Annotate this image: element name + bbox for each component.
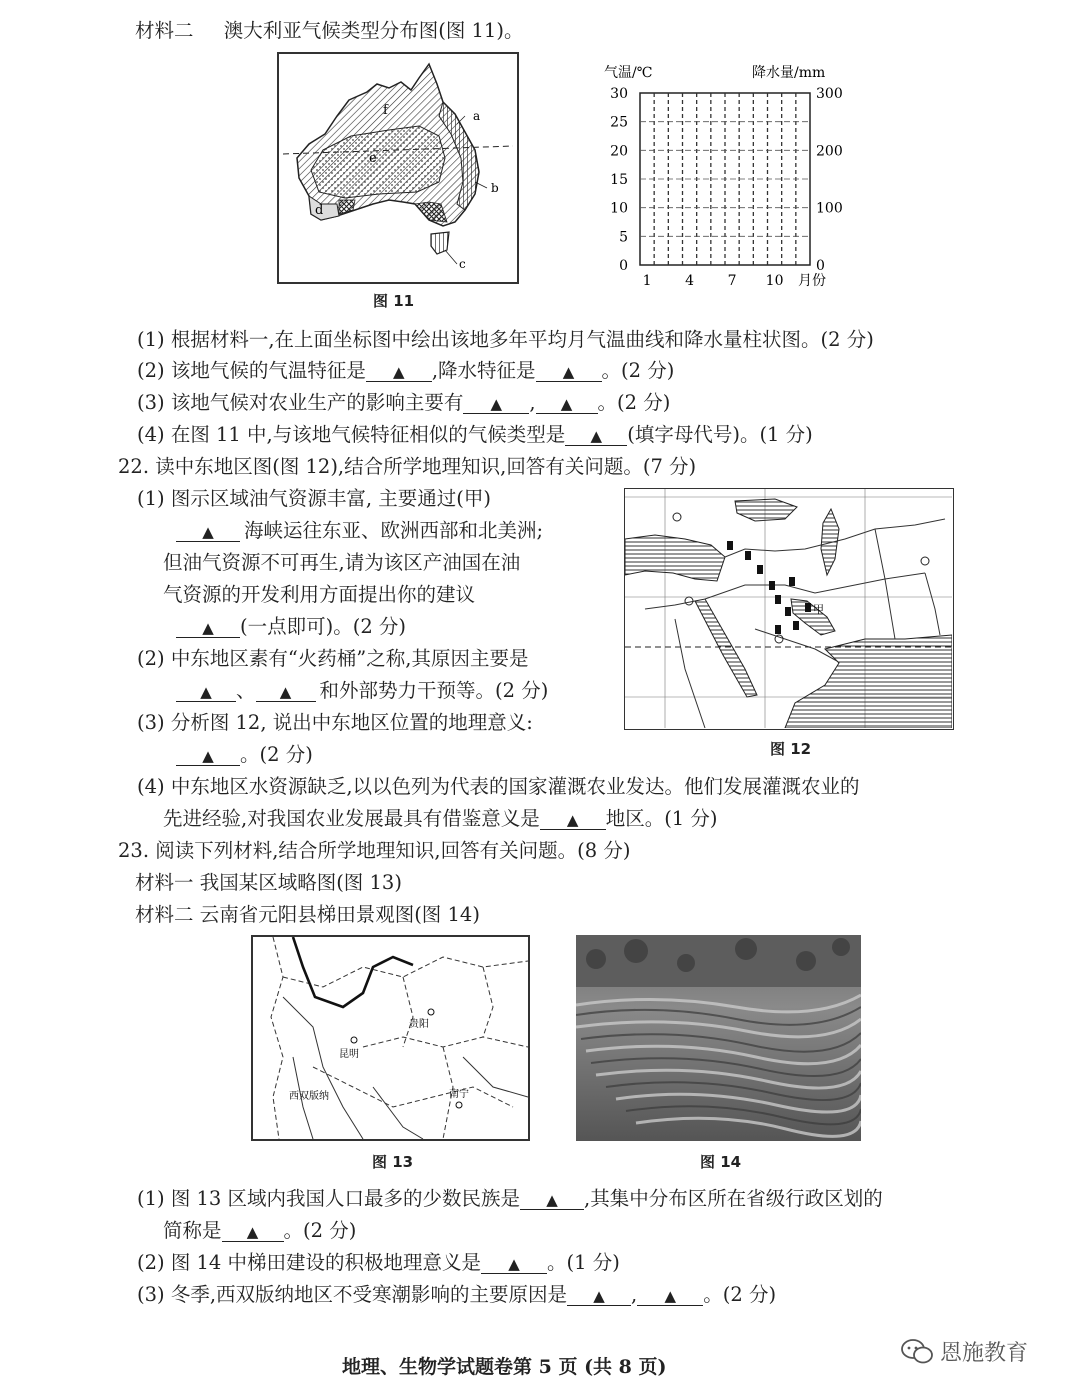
q21-blank-impact1[interactable]: ▲ [463,391,529,414]
label-e: e [369,151,377,166]
q23-blank-minority[interactable]: ▲ [520,1187,584,1210]
watermark [900,1336,1028,1367]
q22-part4-line2: 先进经验,对我国农业发展最具有借鉴意义是 ▲ 地区。(1 分) [163,807,718,830]
wechat-icon [900,1338,934,1366]
q23-part1-line1: (1) 图 13 区域内我国人口最多的少数民族是 ▲ ,其集中分布区所在省级行政区划的 [137,1187,883,1210]
y-left-tick-label: 25 [610,114,628,131]
q23-blank-abbrev[interactable]: ▲ [222,1219,284,1242]
nanning-dot [456,1102,462,1108]
label-kunming: 昆明 [339,1049,359,1060]
y-left-tick-label: 5 [619,229,628,246]
figure-13-caption: 图 13 [372,1153,414,1171]
q23-part2: (2) 图 14 中梯田建设的积极地理意义是 ▲ 。(1 分) [137,1251,620,1274]
label-f: f [383,103,388,118]
q22-part2-line1: (2) 中东地区素有“火药桶”之称,其原因主要是 [137,647,529,670]
q22-heading: 22. 读中东地区图(图 12),结合所学地理知识,回答有关问题。(7 分) [118,455,697,478]
q21-blank-precip[interactable]: ▲ [536,359,602,382]
q22-part1-line1: (1) 图示区域油气资源丰富, 主要通过(甲) [137,487,491,510]
q23-part1-line2: 简称是 ▲ 。(2 分) [163,1219,357,1242]
strait-label: 甲 [813,603,824,616]
y-right-tick-label: 100 [816,200,843,217]
kunming-dot [351,1037,357,1043]
q22-blank-reason2[interactable]: ▲ [256,679,316,702]
material-label: 材料二 [135,19,194,42]
figure-12-caption: 图 12 [770,740,812,758]
x-axis-label: 月份 [798,273,826,289]
y-left-tick-label: 10 [610,200,628,217]
figure-11-caption: 图 11 [373,292,415,310]
terrace-photo [576,935,861,1141]
y-right-tick-label: 200 [816,143,843,160]
q22-blank-suggestion[interactable]: ▲ [176,615,240,638]
x-tick-label: 4 [685,273,695,289]
q21-part1: (1) 根据材料一,在上面坐标图中绘出该地多年平均月气温曲线和降水量柱状图。(2 分) [137,328,874,351]
material-text: 澳大利亚气候类型分布图(图 11)。 [223,19,524,42]
label-b: b [491,181,499,195]
label-xishuangbanna: 西双版纳 [289,1091,329,1102]
red-sea [695,599,757,697]
middle-east-map [624,488,954,730]
y-right-axis-label: 降水量/mm [752,65,826,81]
page-footer: 地理、生物学试题卷第 5 页 (共 8 页) [342,1356,667,1378]
q22-part2-line2: ▲ 、 ▲ 和外部势力干预等。(2 分) [176,678,548,704]
y-left-tick-label: 15 [610,172,628,188]
guiyang-dot [428,1009,434,1015]
y-left-axis-label: 气温/℃ [604,65,653,81]
x-tick-label: 7 [727,273,737,289]
terrace-photo-svg [576,935,861,1141]
watermark-text: 恩施教育 [940,1341,1029,1366]
q22-blank-significance[interactable]: ▲ [176,743,240,766]
x-tick-label: 10 [765,273,784,289]
q23-material-1: 材料一 我国某区域略图(图 13) [135,871,402,894]
q21-part4: (4) 在图 11 中,与该地气候特征相似的气候类型是 ▲ (填字母代号)。(1 分) [137,423,813,446]
q23-part3: (3) 冬季,西双版纳地区不受寒潮影响的主要原因是 ▲ , ▲ 。(2 分) [137,1283,777,1306]
label-nanning: 南宁 [449,1089,469,1100]
q22-blank-reason1[interactable]: ▲ [176,679,236,702]
y-left-tick-label: 0 [619,258,628,274]
q22-part3-line2: ▲ 。(2 分) [176,742,313,768]
australia-map-svg [279,54,517,282]
oil-field-icons [727,541,811,634]
y-right-tick-label: 300 [816,86,843,102]
q22-part3-line1: (3) 分析图 12, 说出中东地区位置的地理意义: [137,711,533,734]
label-c: c [459,257,466,271]
climograph-grid [600,55,850,290]
y-left-tick-label: 20 [610,143,628,160]
q22-blank-region[interactable]: ▲ [540,807,606,830]
q21-blank-type[interactable]: ▲ [565,423,627,446]
q21-blank-temp[interactable]: ▲ [366,359,432,382]
mediterranean-sea [625,535,725,581]
label-d: d [315,203,324,218]
q22-part4-line1: (4) 中东地区水资源缺乏,以以色列为代表的国家灌溉农业发达。他们发展灌溉农业的 [137,775,860,798]
material-2-line [135,18,523,44]
q23-material-2: 材料二 云南省元阳县梯田景观图(图 14) [135,903,480,926]
y-left-tick-label: 30 [610,86,628,102]
q23-blank-reason2[interactable]: ▲ [637,1283,703,1306]
q23-heading: 23. 阅读下列材料,结合所学地理知识,回答有关问题。(8 分) [118,839,631,862]
q21-part2: (2) 该地气候的气温特征是 ▲ ,降水特征是 ▲ 。(2 分) [137,359,675,382]
q22-part1-line5: ▲ (一点即可)。(2 分) [176,614,406,640]
southwest-china-map-svg [253,937,528,1139]
tasmania-shape [431,232,449,254]
caspian-sea [821,509,839,575]
black-sea [735,499,797,521]
q23-blank-terrace[interactable]: ▲ [481,1251,547,1274]
arabian-sea [785,635,952,728]
middle-east-map-svg [625,489,952,728]
q22-part1-line2: ▲ 海峡运往东亚、欧洲西部和北美洲; [176,518,543,544]
q21-part3: (3) 该地气候对农业生产的影响主要有 ▲ , ▲ 。(2 分) [137,391,671,414]
x-tick-label: 1 [642,273,652,289]
australia-climate-map [277,52,519,284]
label-a: a [473,109,481,123]
q23-blank-reason1[interactable]: ▲ [567,1283,631,1306]
q21-blank-impact2[interactable]: ▲ [536,391,598,414]
q22-part1-line3: 但油气资源不可再生,请为该区产油国在油 [163,551,521,574]
q22-blank-strait[interactable]: ▲ [176,519,240,542]
figure-14-caption: 图 14 [700,1153,742,1171]
q22-part1-line4: 气资源的开发利用方面提出你的建议 [163,583,476,606]
southwest-china-map [251,935,530,1141]
y-right-tick-label: 0 [816,258,825,274]
label-guiyang: 贵阳 [409,1019,429,1030]
